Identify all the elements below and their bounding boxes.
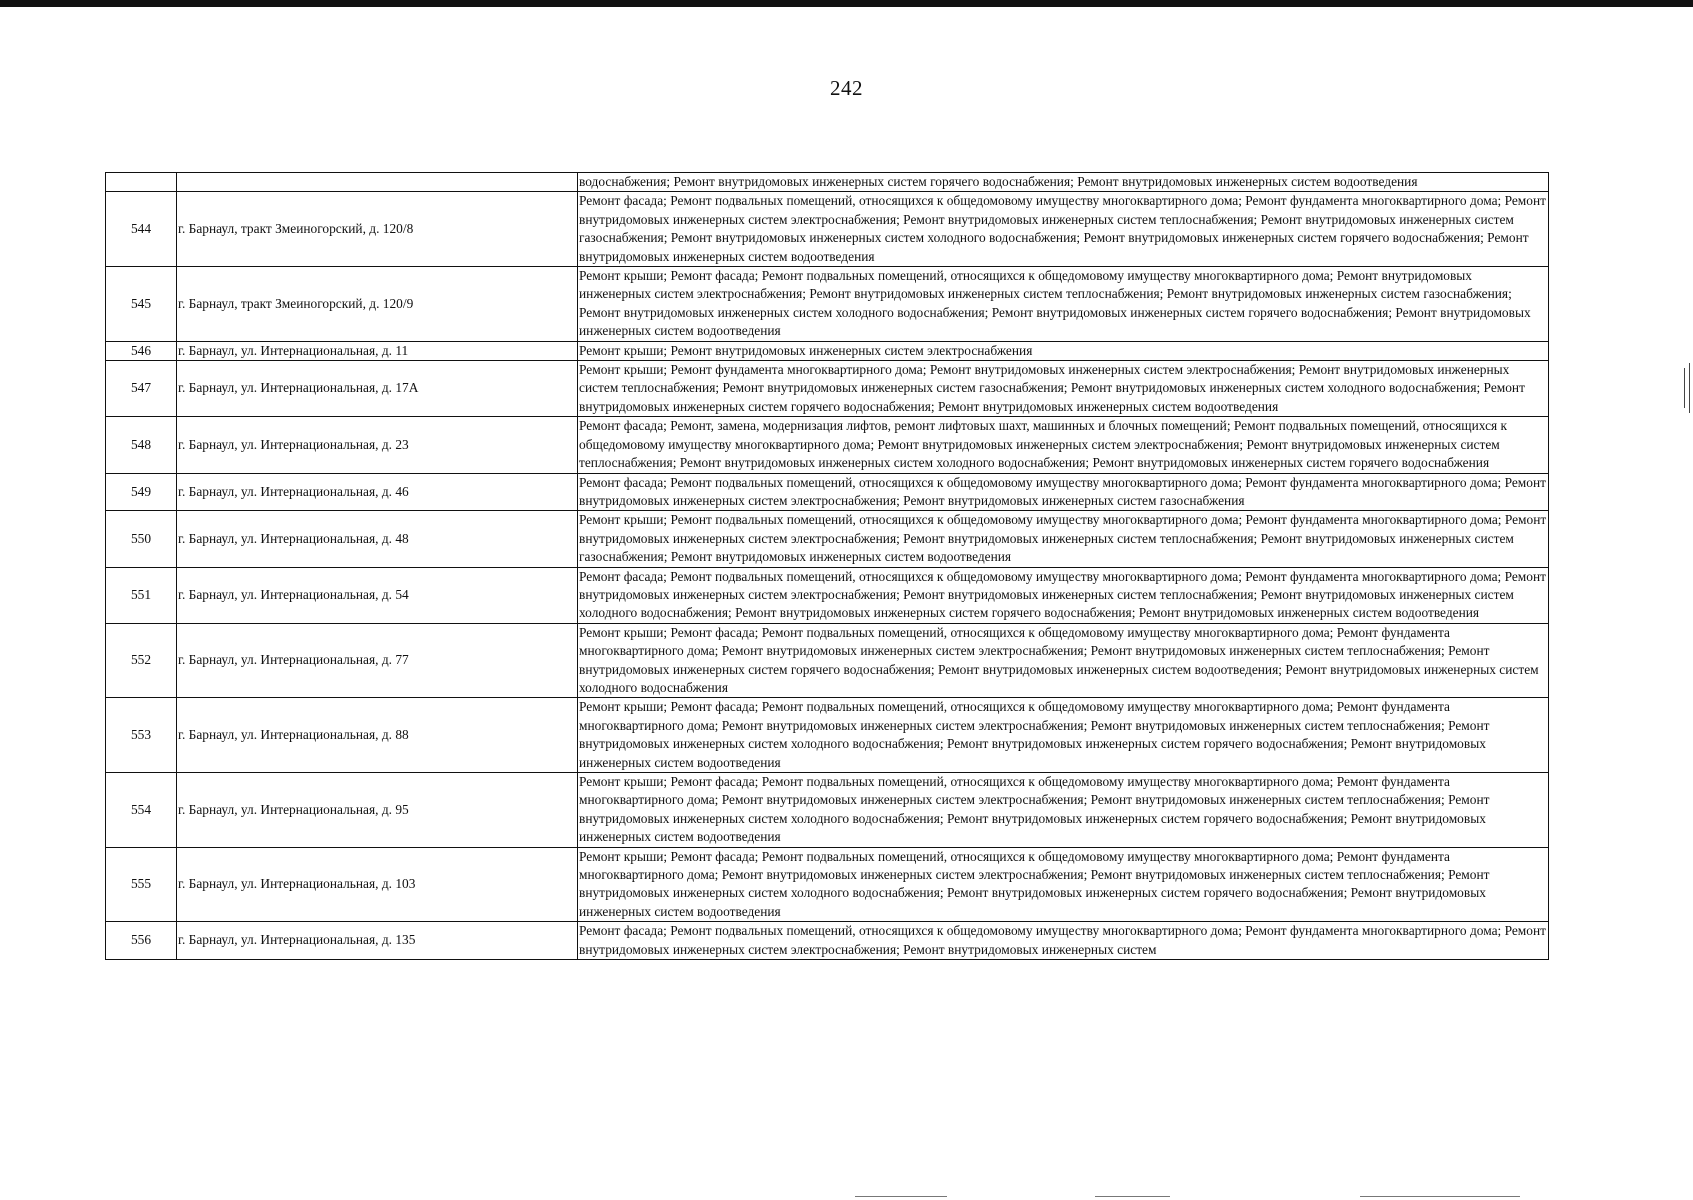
row-works: Ремонт крыши; Ремонт фасада; Ремонт подвальных помещений, относящихся к общедомовому имуществу многоквартирного дома; Ремонт фундамента многоквартирного дома; Ремонт внутридомовых инженерных систем электроснабжения; Ремонт внутридомовых инженерных систем теплоснабжения; Ремонт внутридомовых инженерных систем холодного водоснабжения; Ремонт внутридомовых инженерных систем горячего водоснабжения; Ремонт внутридомовых инженерных систем водоотведения: [578, 847, 1549, 922]
table-row: [106, 341, 1549, 360]
row-address: г. Барнаул, ул. Интернациональная, д. 135: [177, 922, 578, 960]
table-row: [106, 192, 1549, 267]
repair-works-table: [105, 172, 1549, 960]
table-row: [106, 267, 1549, 342]
page-number: 242: [830, 76, 863, 100]
table-row: [106, 922, 1549, 960]
table-row: [106, 567, 1549, 623]
row-address: г. Барнаул, ул. Интернациональная, д. 95: [177, 773, 578, 848]
row-works: Ремонт фасада; Ремонт подвальных помещений, относящихся к общедомовому имуществу многоквартирного дома; Ремонт фундамента многоквартирного дома; Ремонт внутридомовых инженерных систем электроснабжения; Ремонт внутридомовых инженерных систем: [578, 922, 1549, 960]
row-number: 550: [106, 511, 177, 567]
row-works: Ремонт фасада; Ремонт подвальных помещений, относящихся к общедомовому имуществу многоквартирного дома; Ремонт фундамента многоквартирного дома; Ремонт внутридомовых инженерных систем электроснабжения; Ремонт внутридомовых инженерных систем теплоснабжения; Ремонт внутридомовых инженерных систем газоснабжения; Ремонт внутридомовых инженерных систем холодного водоснабжения; Ремонт внутридомовых инженерных систем горячего водоснабжения; Ремонт внутридомовых инженерных систем водоотведения: [578, 192, 1549, 267]
scan-footer-line: [1095, 1196, 1170, 1197]
table-row: [106, 698, 1549, 773]
row-number: [106, 173, 177, 192]
row-number: 554: [106, 773, 177, 848]
scan-edge-mark: [1684, 368, 1685, 408]
row-number: 547: [106, 361, 177, 417]
row-address: г. Барнаул, ул. Интернациональная, д. 11: [177, 341, 578, 360]
scan-footer-line: [855, 1196, 947, 1197]
row-works: Ремонт фасада; Ремонт, замена, модернизация лифтов, ремонт лифтовых шахт, машинных и блочных помещений; Ремонт подвальных помещений, относящихся к общедомовому имуществу многоквартирного дома; Ремонт внутридомовых инженерных систем электроснабжения; Ремонт внутридомовых инженерных систем теплоснабжения; Ремонт внутридомовых инженерных систем холодного водоснабжения; Ремонт внутридомовых инженерных систем горячего водоснабжения: [578, 417, 1549, 473]
scan-top-border: [0, 0, 1693, 7]
row-address: г. Барнаул, ул. Интернациональная, д. 17А: [177, 361, 578, 417]
scan-footer-line: [1360, 1196, 1520, 1197]
scan-edge-mark: [1689, 363, 1690, 413]
row-address: г. Барнаул, ул. Интернациональная, д. 48: [177, 511, 578, 567]
row-address: г. Барнаул, ул. Интернациональная, д. 77: [177, 623, 578, 698]
row-number: 556: [106, 922, 177, 960]
table-row: [106, 473, 1549, 511]
row-works: Ремонт крыши; Ремонт фундамента многоквартирного дома; Ремонт внутридомовых инженерных систем электроснабжения; Ремонт внутридомовых инженерных систем теплоснабжения; Ремонт внутридомовых инженерных систем газоснабжения; Ремонт внутридомовых инженерных систем холодного водоснабжения; Ремонт внутридомовых инженерных систем горячего водоснабжения; Ремонт внутридомовых инженерных систем водоотведения: [578, 361, 1549, 417]
row-number: 551: [106, 567, 177, 623]
row-address: г. Барнаул, ул. Интернациональная, д. 103: [177, 847, 578, 922]
row-number: 552: [106, 623, 177, 698]
row-address: г. Барнаул, ул. Интернациональная, д. 88: [177, 698, 578, 773]
table-row: [106, 417, 1549, 473]
row-number: 548: [106, 417, 177, 473]
row-number: 544: [106, 192, 177, 267]
table-row: [106, 623, 1549, 698]
row-address: г. Барнаул, ул. Интернациональная, д. 46: [177, 473, 578, 511]
row-number: 553: [106, 698, 177, 773]
row-number: 545: [106, 267, 177, 342]
row-works: Ремонт фасада; Ремонт подвальных помещений, относящихся к общедомовому имуществу многоквартирного дома; Ремонт фундамента многоквартирного дома; Ремонт внутридомовых инженерных систем электроснабжения; Ремонт внутридомовых инженерных систем газоснабжения: [578, 473, 1549, 511]
row-works: водоснабжения; Ремонт внутридомовых инженерных систем горячего водоснабжения; Ремонт внутридомовых инженерных систем водоотведения: [578, 173, 1549, 192]
row-number: 549: [106, 473, 177, 511]
row-address: г. Барнаул, тракт Змеиногорский, д. 120/9: [177, 267, 578, 342]
table-row: [106, 511, 1549, 567]
table-row: [106, 773, 1549, 848]
row-works: Ремонт крыши; Ремонт фасада; Ремонт подвальных помещений, относящихся к общедомовому имуществу многоквартирного дома; Ремонт внутридомовых инженерных систем электроснабжения; Ремонт внутридомовых инженерных систем теплоснабжения; Ремонт внутридомовых инженерных систем газоснабжения; Ремонт внутридомовых инженерных систем холодного водоснабжения; Ремонт внутридомовых инженерных систем горячего водоснабжения; Ремонт внутридомовых инженерных систем водоотведения: [578, 267, 1549, 342]
row-works: Ремонт крыши; Ремонт внутридомовых инженерных систем электроснабжения: [578, 341, 1549, 360]
row-address: г. Барнаул, ул. Интернациональная, д. 54: [177, 567, 578, 623]
row-address: [177, 173, 578, 192]
row-number: 546: [106, 341, 177, 360]
row-address: г. Барнаул, ул. Интернациональная, д. 23: [177, 417, 578, 473]
row-number: 555: [106, 847, 177, 922]
table-row: [106, 847, 1549, 922]
row-works: Ремонт крыши; Ремонт фасада; Ремонт подвальных помещений, относящихся к общедомовому имуществу многоквартирного дома; Ремонт фундамента многоквартирного дома; Ремонт внутридомовых инженерных систем электроснабжения; Ремонт внутридомовых инженерных систем теплоснабжения; Ремонт внутридомовых инженерных систем холодного водоснабжения; Ремонт внутридомовых инженерных систем горячего водоснабжения; Ремонт внутридомовых инженерных систем водоотведения: [578, 698, 1549, 773]
row-works: Ремонт крыши; Ремонт фасада; Ремонт подвальных помещений, относящихся к общедомовому имуществу многоквартирного дома; Ремонт фундамента многоквартирного дома; Ремонт внутридомовых инженерных систем электроснабжения; Ремонт внутридомовых инженерных систем теплоснабжения; Ремонт внутридомовых инженерных систем холодного водоснабжения; Ремонт внутридомовых инженерных систем горячего водоснабжения; Ремонт внутридомовых инженерных систем водоотведения: [578, 773, 1549, 848]
row-works: Ремонт фасада; Ремонт подвальных помещений, относящихся к общедомовому имуществу многоквартирного дома; Ремонт фундамента многоквартирного дома; Ремонт внутридомовых инженерных систем электроснабжения; Ремонт внутридомовых инженерных систем теплоснабжения; Ремонт внутридомовых инженерных систем холодного водоснабжения; Ремонт внутридомовых инженерных систем горячего водоснабжения; Ремонт внутридомовых инженерных систем водоотведения: [578, 567, 1549, 623]
table-row: [106, 361, 1549, 417]
table-row: [106, 173, 1549, 192]
row-works: Ремонт крыши; Ремонт подвальных помещений, относящихся к общедомовому имуществу многоквартирного дома; Ремонт фундамента многоквартирного дома; Ремонт внутридомовых инженерных систем электроснабжения; Ремонт внутридомовых инженерных систем теплоснабжения; Ремонт внутридомовых инженерных систем газоснабжения; Ремонт внутридомовых инженерных систем водоотведения: [578, 511, 1549, 567]
row-works: Ремонт крыши; Ремонт фасада; Ремонт подвальных помещений, относящихся к общедомовому имуществу многоквартирного дома; Ремонт фундамента многоквартирного дома; Ремонт внутридомовых инженерных систем электроснабжения; Ремонт внутридомовых инженерных систем теплоснабжения; Ремонт внутридомовых инженерных систем горячего водоснабжения; Ремонт внутридомовых инженерных систем водоотведения; Ремонт внутридомовых инженерных систем холодного водоснабжения: [578, 623, 1549, 698]
row-address: г. Барнаул, тракт Змеиногорский, д. 120/8: [177, 192, 578, 267]
